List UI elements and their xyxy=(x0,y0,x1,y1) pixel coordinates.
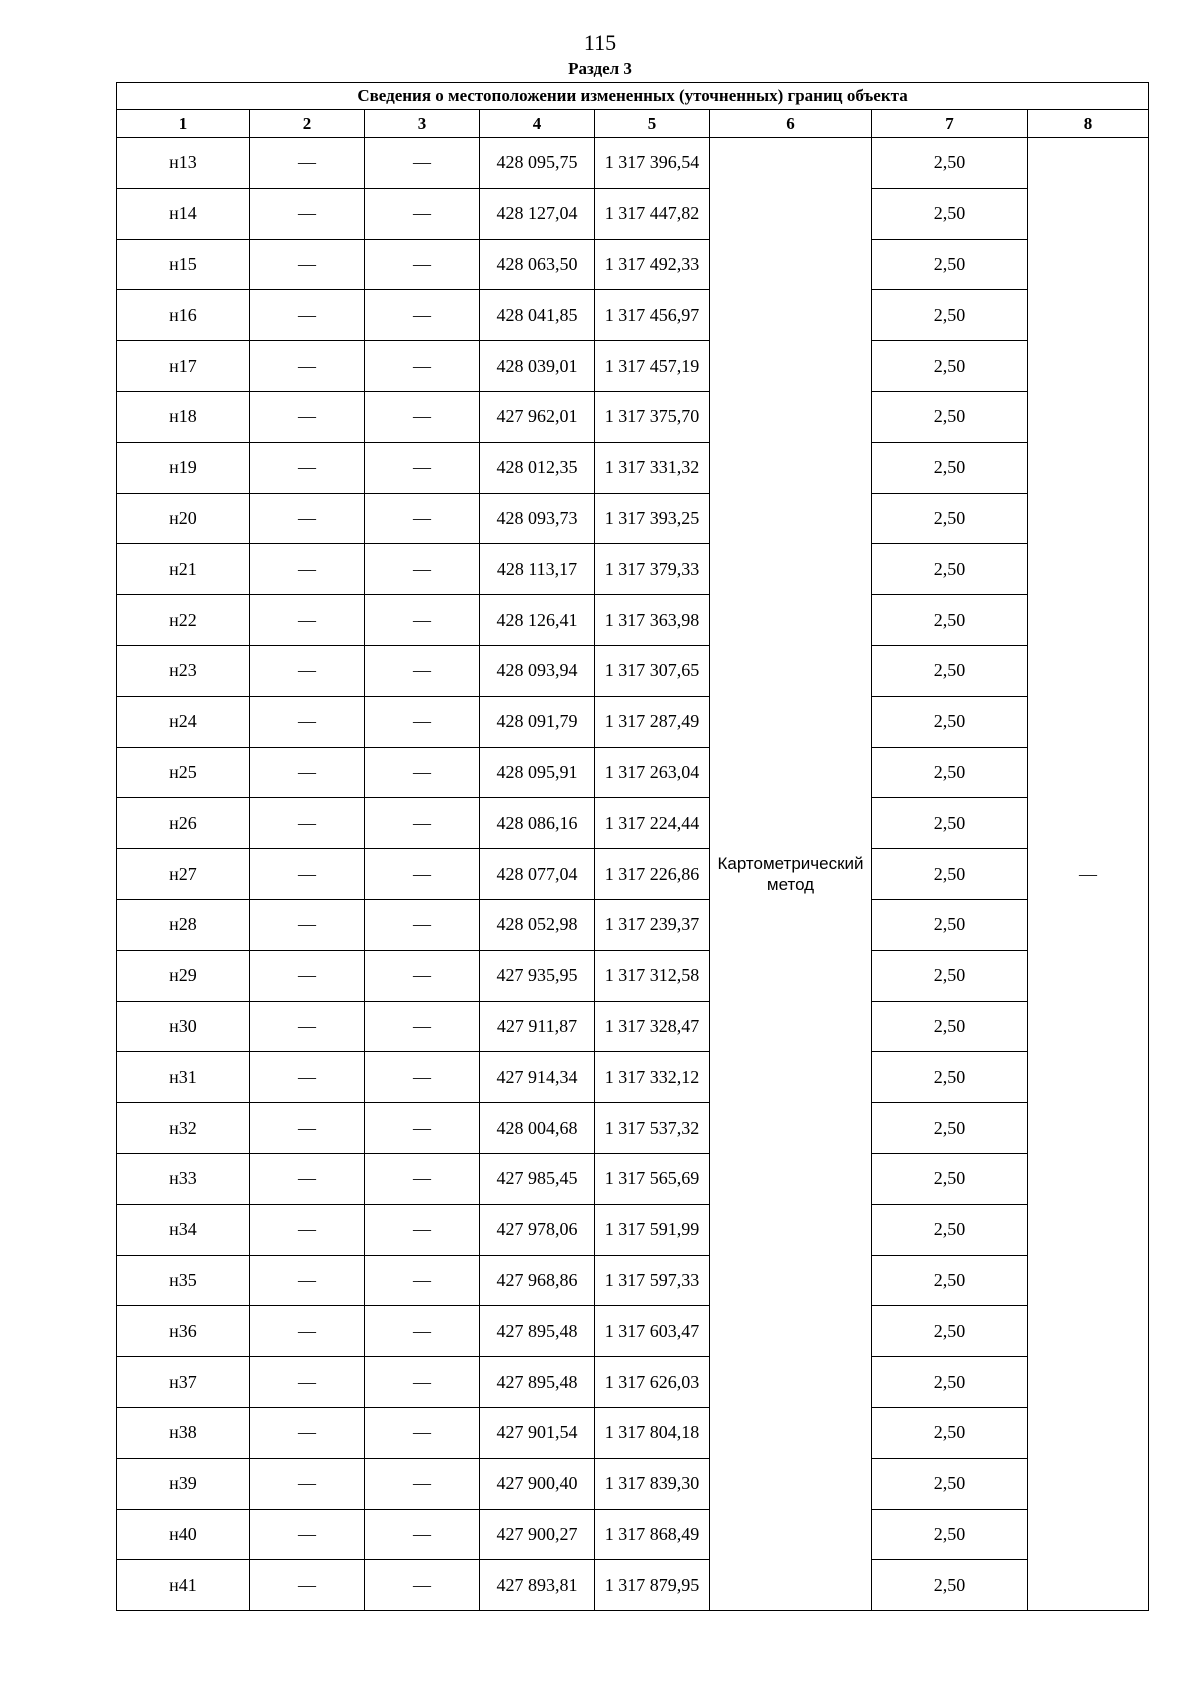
column-2-cell: — xyxy=(250,1458,365,1509)
y-coordinate-cell: 1 317 379,33 xyxy=(595,544,710,595)
accuracy-cell: 2,50 xyxy=(872,595,1028,646)
point-name-cell: н13 xyxy=(117,138,250,189)
accuracy-cell: 2,50 xyxy=(872,747,1028,798)
x-coordinate-cell: 428 077,04 xyxy=(480,849,595,900)
boundary-coordinates-table xyxy=(116,82,1149,1611)
table-row xyxy=(117,493,1149,544)
point-name-cell: н18 xyxy=(117,391,250,442)
table-body xyxy=(117,138,1149,1611)
point-name-cell: н40 xyxy=(117,1509,250,1560)
table-row xyxy=(117,798,1149,849)
column-2-cell: — xyxy=(250,442,365,493)
column-3-cell: — xyxy=(365,645,480,696)
column-3-cell: — xyxy=(365,1052,480,1103)
column-2-cell: — xyxy=(250,1001,365,1052)
y-coordinate-cell: 1 317 879,95 xyxy=(595,1560,710,1611)
point-name-cell: н20 xyxy=(117,493,250,544)
y-coordinate-cell: 1 317 457,19 xyxy=(595,341,710,392)
point-name-cell: н21 xyxy=(117,544,250,595)
page-number: 115 xyxy=(583,30,617,55)
column-3-cell: — xyxy=(365,341,480,392)
column-3-cell: — xyxy=(365,595,480,646)
column-number: 1 xyxy=(117,110,250,138)
x-coordinate-cell: 427 901,54 xyxy=(480,1407,595,1458)
x-coordinate-cell: 427 962,01 xyxy=(480,391,595,442)
y-coordinate-cell: 1 317 287,49 xyxy=(595,696,710,747)
y-coordinate-cell: 1 317 396,54 xyxy=(595,138,710,189)
y-coordinate-cell: 1 317 226,86 xyxy=(595,849,710,900)
column-number: 8 xyxy=(1028,110,1149,138)
table-row xyxy=(117,1052,1149,1103)
method-cell: Картометрический метод xyxy=(710,138,872,1611)
table-row xyxy=(117,1306,1149,1357)
point-name-cell: н37 xyxy=(117,1357,250,1408)
y-coordinate-cell: 1 317 839,30 xyxy=(595,1458,710,1509)
y-coordinate-cell: 1 317 224,44 xyxy=(595,798,710,849)
y-coordinate-cell: 1 317 626,03 xyxy=(595,1357,710,1408)
column-2-cell: — xyxy=(250,1153,365,1204)
x-coordinate-cell: 428 093,73 xyxy=(480,493,595,544)
point-name-cell: н17 xyxy=(117,341,250,392)
accuracy-cell: 2,50 xyxy=(872,899,1028,950)
x-coordinate-cell: 427 911,87 xyxy=(480,1001,595,1052)
column-2-cell: — xyxy=(250,595,365,646)
column-3-cell: — xyxy=(365,1001,480,1052)
column-3-cell: — xyxy=(365,442,480,493)
column-number: 3 xyxy=(365,110,480,138)
table-row xyxy=(117,1204,1149,1255)
accuracy-cell: 2,50 xyxy=(872,696,1028,747)
column-number-row xyxy=(117,110,1149,138)
column-number: 6 xyxy=(710,110,872,138)
point-name-cell: н36 xyxy=(117,1306,250,1357)
x-coordinate-cell: 427 914,34 xyxy=(480,1052,595,1103)
point-name-cell: н19 xyxy=(117,442,250,493)
column-2-cell: — xyxy=(250,798,365,849)
y-coordinate-cell: 1 317 363,98 xyxy=(595,595,710,646)
column-8-cell: — xyxy=(1028,138,1149,1611)
column-2-cell: — xyxy=(250,493,365,544)
table-row xyxy=(117,696,1149,747)
column-3-cell: — xyxy=(365,1204,480,1255)
accuracy-cell: 2,50 xyxy=(872,1407,1028,1458)
accuracy-cell: 2,50 xyxy=(872,849,1028,900)
column-3-cell: — xyxy=(365,1560,480,1611)
accuracy-cell: 2,50 xyxy=(872,1052,1028,1103)
point-name-cell: н14 xyxy=(117,188,250,239)
y-coordinate-cell: 1 317 868,49 xyxy=(595,1509,710,1560)
accuracy-cell: 2,50 xyxy=(872,1560,1028,1611)
accuracy-cell: 2,50 xyxy=(872,1153,1028,1204)
column-3-cell: — xyxy=(365,1509,480,1560)
table-row xyxy=(117,1001,1149,1052)
x-coordinate-cell: 428 063,50 xyxy=(480,239,595,290)
y-coordinate-cell: 1 317 447,82 xyxy=(595,188,710,239)
table-row xyxy=(117,1509,1149,1560)
table-caption: Сведения о местоположении измененных (уточненных) границ объекта xyxy=(117,83,1149,110)
column-3-cell: — xyxy=(365,188,480,239)
column-number: 2 xyxy=(250,110,365,138)
column-3-cell: — xyxy=(365,138,480,189)
x-coordinate-cell: 428 093,94 xyxy=(480,645,595,696)
point-name-cell: н35 xyxy=(117,1255,250,1306)
point-name-cell: н32 xyxy=(117,1103,250,1154)
y-coordinate-cell: 1 317 239,37 xyxy=(595,899,710,950)
x-coordinate-cell: 427 968,86 xyxy=(480,1255,595,1306)
y-coordinate-cell: 1 317 804,18 xyxy=(595,1407,710,1458)
table-row xyxy=(117,138,1149,189)
accuracy-cell: 2,50 xyxy=(872,341,1028,392)
column-3-cell: — xyxy=(365,950,480,1001)
y-coordinate-cell: 1 317 375,70 xyxy=(595,391,710,442)
accuracy-cell: 2,50 xyxy=(872,1357,1028,1408)
table-row xyxy=(117,595,1149,646)
accuracy-cell: 2,50 xyxy=(872,645,1028,696)
y-coordinate-cell: 1 317 307,65 xyxy=(595,645,710,696)
y-coordinate-cell: 1 317 537,32 xyxy=(595,1103,710,1154)
point-name-cell: н29 xyxy=(117,950,250,1001)
x-coordinate-cell: 428 039,01 xyxy=(480,341,595,392)
y-coordinate-cell: 1 317 565,69 xyxy=(595,1153,710,1204)
table-row xyxy=(117,239,1149,290)
table-row xyxy=(117,1357,1149,1408)
point-name-cell: н38 xyxy=(117,1407,250,1458)
column-2-cell: — xyxy=(250,1407,365,1458)
column-3-cell: — xyxy=(365,1458,480,1509)
point-name-cell: н41 xyxy=(117,1560,250,1611)
section-title: Раздел 3 xyxy=(568,59,632,78)
column-number: 4 xyxy=(480,110,595,138)
column-3-cell: — xyxy=(365,1357,480,1408)
x-coordinate-cell: 428 052,98 xyxy=(480,899,595,950)
x-coordinate-cell: 428 091,79 xyxy=(480,696,595,747)
column-2-cell: — xyxy=(250,1509,365,1560)
x-coordinate-cell: 428 095,75 xyxy=(480,138,595,189)
accuracy-cell: 2,50 xyxy=(872,138,1028,189)
column-2-cell: — xyxy=(250,188,365,239)
column-3-cell: — xyxy=(365,849,480,900)
table-row xyxy=(117,188,1149,239)
table-row xyxy=(117,899,1149,950)
x-coordinate-cell: 427 978,06 xyxy=(480,1204,595,1255)
point-name-cell: н27 xyxy=(117,849,250,900)
column-2-cell: — xyxy=(250,1560,365,1611)
column-3-cell: — xyxy=(365,899,480,950)
point-name-cell: н25 xyxy=(117,747,250,798)
column-2-cell: — xyxy=(250,290,365,341)
accuracy-cell: 2,50 xyxy=(872,798,1028,849)
column-number: 5 xyxy=(595,110,710,138)
x-coordinate-cell: 428 086,16 xyxy=(480,798,595,849)
accuracy-cell: 2,50 xyxy=(872,1509,1028,1560)
table-row xyxy=(117,391,1149,442)
x-coordinate-cell: 428 095,91 xyxy=(480,747,595,798)
x-coordinate-cell: 427 895,48 xyxy=(480,1357,595,1408)
table-row xyxy=(117,442,1149,493)
column-2-cell: — xyxy=(250,645,365,696)
column-3-cell: — xyxy=(365,696,480,747)
column-2-cell: — xyxy=(250,1255,365,1306)
accuracy-cell: 2,50 xyxy=(872,544,1028,595)
table-row xyxy=(117,950,1149,1001)
point-name-cell: н22 xyxy=(117,595,250,646)
column-2-cell: — xyxy=(250,391,365,442)
table-row xyxy=(117,849,1149,900)
table-row xyxy=(117,1560,1149,1611)
accuracy-cell: 2,50 xyxy=(872,239,1028,290)
column-3-cell: — xyxy=(365,493,480,544)
y-coordinate-cell: 1 317 312,58 xyxy=(595,950,710,1001)
accuracy-cell: 2,50 xyxy=(872,493,1028,544)
accuracy-cell: 2,50 xyxy=(872,950,1028,1001)
column-3-cell: — xyxy=(365,290,480,341)
accuracy-cell: 2,50 xyxy=(872,391,1028,442)
column-2-cell: — xyxy=(250,696,365,747)
point-name-cell: н15 xyxy=(117,239,250,290)
table-caption-row xyxy=(117,83,1149,110)
table-row xyxy=(117,290,1149,341)
x-coordinate-cell: 428 012,35 xyxy=(480,442,595,493)
point-name-cell: н33 xyxy=(117,1153,250,1204)
column-3-cell: — xyxy=(365,747,480,798)
column-3-cell: — xyxy=(365,1103,480,1154)
point-name-cell: н28 xyxy=(117,899,250,950)
column-2-cell: — xyxy=(250,239,365,290)
x-coordinate-cell: 428 113,17 xyxy=(480,544,595,595)
column-2-cell: — xyxy=(250,544,365,595)
y-coordinate-cell: 1 317 328,47 xyxy=(595,1001,710,1052)
x-coordinate-cell: 427 900,27 xyxy=(480,1509,595,1560)
y-coordinate-cell: 1 317 492,33 xyxy=(595,239,710,290)
x-coordinate-cell: 428 127,04 xyxy=(480,188,595,239)
accuracy-cell: 2,50 xyxy=(872,1458,1028,1509)
column-3-cell: — xyxy=(365,239,480,290)
point-name-cell: н39 xyxy=(117,1458,250,1509)
x-coordinate-cell: 427 895,48 xyxy=(480,1306,595,1357)
table-row xyxy=(117,544,1149,595)
column-2-cell: — xyxy=(250,1357,365,1408)
table-row xyxy=(117,1458,1149,1509)
point-name-cell: н16 xyxy=(117,290,250,341)
x-coordinate-cell: 427 893,81 xyxy=(480,1560,595,1611)
column-3-cell: — xyxy=(365,1255,480,1306)
table-row xyxy=(117,645,1149,696)
point-name-cell: н31 xyxy=(117,1052,250,1103)
column-3-cell: — xyxy=(365,1407,480,1458)
x-coordinate-cell: 428 126,41 xyxy=(480,595,595,646)
column-3-cell: — xyxy=(365,1306,480,1357)
point-name-cell: н24 xyxy=(117,696,250,747)
table-row xyxy=(117,1103,1149,1154)
x-coordinate-cell: 427 935,95 xyxy=(480,950,595,1001)
x-coordinate-cell: 427 900,40 xyxy=(480,1458,595,1509)
column-2-cell: — xyxy=(250,1204,365,1255)
y-coordinate-cell: 1 317 332,12 xyxy=(595,1052,710,1103)
column-3-cell: — xyxy=(365,798,480,849)
column-2-cell: — xyxy=(250,1052,365,1103)
table-row xyxy=(117,1407,1149,1458)
column-number: 7 xyxy=(872,110,1028,138)
x-coordinate-cell: 427 985,45 xyxy=(480,1153,595,1204)
accuracy-cell: 2,50 xyxy=(872,1103,1028,1154)
accuracy-cell: 2,50 xyxy=(872,1255,1028,1306)
column-2-cell: — xyxy=(250,849,365,900)
point-name-cell: н23 xyxy=(117,645,250,696)
table-row xyxy=(117,747,1149,798)
y-coordinate-cell: 1 317 591,99 xyxy=(595,1204,710,1255)
column-2-cell: — xyxy=(250,747,365,798)
table-row xyxy=(117,1153,1149,1204)
column-2-cell: — xyxy=(250,1306,365,1357)
accuracy-cell: 2,50 xyxy=(872,1306,1028,1357)
x-coordinate-cell: 428 041,85 xyxy=(480,290,595,341)
column-3-cell: — xyxy=(365,544,480,595)
y-coordinate-cell: 1 317 456,97 xyxy=(595,290,710,341)
point-name-cell: н26 xyxy=(117,798,250,849)
column-2-cell: — xyxy=(250,138,365,189)
point-name-cell: н34 xyxy=(117,1204,250,1255)
accuracy-cell: 2,50 xyxy=(872,1001,1028,1052)
y-coordinate-cell: 1 317 597,33 xyxy=(595,1255,710,1306)
y-coordinate-cell: 1 317 393,25 xyxy=(595,493,710,544)
table-row xyxy=(117,341,1149,392)
accuracy-cell: 2,50 xyxy=(872,442,1028,493)
column-2-cell: — xyxy=(250,950,365,1001)
point-name-cell: н30 xyxy=(117,1001,250,1052)
y-coordinate-cell: 1 317 603,47 xyxy=(595,1306,710,1357)
column-3-cell: — xyxy=(365,1153,480,1204)
column-2-cell: — xyxy=(250,1103,365,1154)
y-coordinate-cell: 1 317 263,04 xyxy=(595,747,710,798)
accuracy-cell: 2,50 xyxy=(872,188,1028,239)
column-2-cell: — xyxy=(250,341,365,392)
accuracy-cell: 2,50 xyxy=(872,290,1028,341)
table-row xyxy=(117,1255,1149,1306)
column-2-cell: — xyxy=(250,899,365,950)
y-coordinate-cell: 1 317 331,32 xyxy=(595,442,710,493)
x-coordinate-cell: 428 004,68 xyxy=(480,1103,595,1154)
accuracy-cell: 2,50 xyxy=(872,1204,1028,1255)
column-3-cell: — xyxy=(365,391,480,442)
